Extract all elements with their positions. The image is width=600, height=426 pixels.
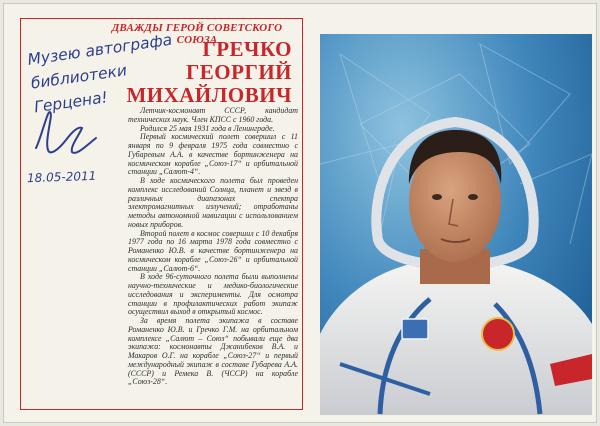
patronymic: МИХАЙЛОВИЧ [126,83,292,107]
biography-paragraph: За время полета экипажа в составе Романенко Ю.В. и Гречко Г.М. на орбитальном комплексе „Салют – Союз“ побывали еще два экипажа: космонавты Джанибеков В.А. и Макаров О.Г. на корабле „Союз-27“ и первый международный экипаж в составе Губарева А.А. (СССР) и Ремека В. (ЧССР) на корабле „Союз-28“. [128,316,298,387]
biography-text [128,107,298,387]
biography-paragraph: Летчик-космонавт СССР, кандидат технических наук. Член КПСС с 1960 года. [128,106,298,124]
portrait-illustration [320,34,592,415]
biography-paragraph: Первый космический полет совершил с 11 января по 9 февраля 1975 года совместно с Губаревым А.А. в качестве бортинженера на космическом корабле „Союз-17“ и орбитальной станции „Салют-4“. [128,132,298,177]
inscription-line: библиотеки Герцена! [29,61,128,117]
autograph-date: 18.05-2011 [26,168,97,186]
biography-paragraph: Второй полет в космос совершил с 10 декабря 1977 года по 16 марта 1978 года совместно с Романенко Ю.В. в качестве бортинженера на космическом корабле „Союз-26“ и орбитальной станции „Салют-6“. [128,228,298,273]
biography-paragraph: В ходе космического полета был проведен комплекс исследований Солнца, планет и звезд в различных диапазонах спектра электромагнитных излучений; отработаны методы автономной навигации с использованием новых приборов. [128,176,298,229]
inscription-line: Музею автографа [26,30,174,69]
card-header: ДВАЖДЫ ГЕРОЙ СОВЕТСКОГО СОЮЗА [111,22,283,46]
cosmonaut-portrait [320,34,592,415]
signature [30,110,120,160]
last-name: ГРЕЧКО [202,37,292,61]
autograph-card [3,3,597,423]
first-name: ГЕОРГИЙ [185,60,292,84]
biography-paragraph: Родился 25 мая 1931 года в Ленинграде. [140,123,275,133]
biography-paragraph: В ходе 96-суточного полета были выполнены научно-технические и медико-биологические исследования и эксперименты. Для осмотра станции в профилактических работ экипаж осуществил выход в открытый космос. [128,272,298,317]
